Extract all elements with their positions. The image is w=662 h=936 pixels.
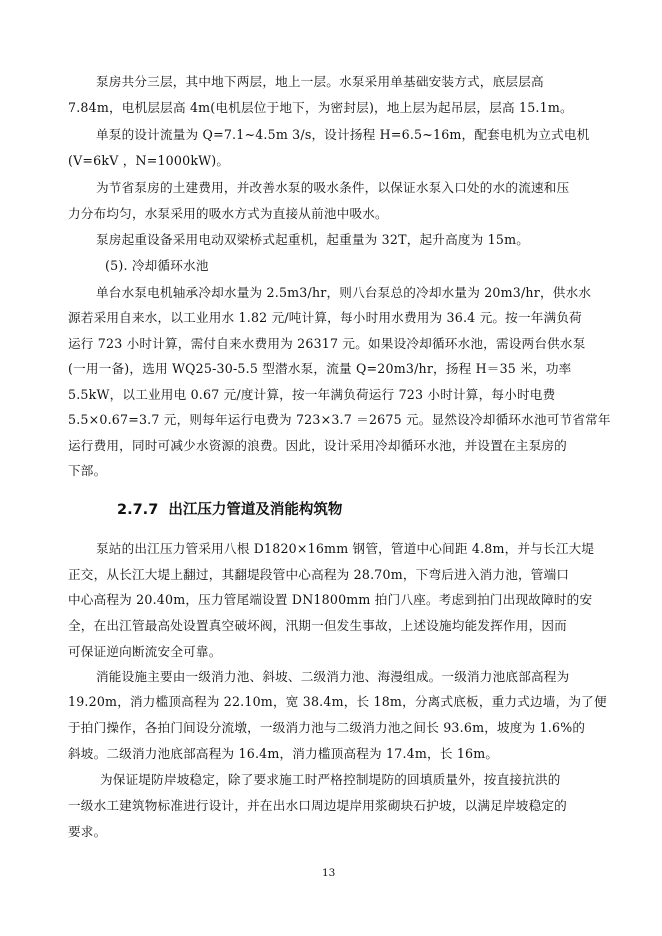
text-line: 运行费用，同时可减少水资源的浪费。因此，设计采用冷却循环水池，并设置在主泵房的	[68, 438, 567, 453]
text-line: 单台水泵电机轴承冷却水量为 2.5m3/hr，则八台泵总的冷却水量为 20m3/hr，供水水	[96, 285, 592, 300]
text-line: 泵房共分三层，其中地下两层，地上一层。水泵采用单基础安装方式，底层层高	[96, 74, 544, 89]
text-line: 斜坡。二级消力池底部高程为 16.4m，消力槛顶高程为 17.4m，长 16m。	[68, 746, 499, 761]
text-line: 泵站的出江压力管采用八根 D1820×16mm 钢管，管道中心间距 4.8m，并与长江大堤	[96, 541, 595, 556]
text-line: 运行 723 小时计算，需付自来水费用为 26317 元。如果设冷却循环水池，需设两台供水泵	[68, 336, 586, 351]
text-line: (一用一备)，选用 WQ25-30-5.5 型潜水泵，流量 Q=20m3/hr，扬程 H＝35 米，功率	[68, 361, 572, 376]
text-line: 中心高程为 20.40m，压力管尾端设置 DN1800mm 拍门八座。考虑到拍门出现故障时的安	[68, 592, 593, 607]
page-number: 13	[322, 867, 336, 879]
text-line: 泵房起重设备采用电动双梁桥式起重机，起重量为 32T，起升高度为 15m。	[96, 232, 530, 247]
text-line: 一级水工建筑物标准进行设计，并在出水口周边堤岸用浆砌块石护坡，以满足岸坡稳定的	[68, 798, 567, 813]
text-line: 源若采用自来水，以工业用水 1.82 元/吨计算，每小时用水费用为 36.4 元。按一年满负荷	[68, 310, 582, 325]
text-line: 可保证逆向断流安全可靠。	[68, 644, 222, 659]
text-line: 全，在出江管最高处设置真空破坏阀，汛期一但发生事故，上述设施均能发挥作用，因而	[68, 618, 567, 633]
text-line: 7.84m，电机层层高 4m(电机层位于地下，为密封层)，地上层为起吊层，层高 15.1m。	[68, 100, 573, 115]
text-line: 于拍门操作，各拍门间设分流墩，一级消力池与二级消力池之间长 93.6m，坡度为 1.6%的	[68, 720, 586, 735]
text-line: 5.5×0.67=3.7 元，则每年运行电费为 723×3.7 ＝2675 元。显然设冷却循环水池可节省常年	[68, 412, 611, 427]
text-line: 单泵的设计流量为 Q=7.1~4.5m 3/s，设计扬程 H=6.5~16m，配套电机为立式电机	[96, 127, 590, 142]
text-line: 5.5kW，以工业用电 0.67 元/度计算，按一年满负荷运行 723 小时计算，每小时电费	[68, 387, 556, 402]
text-line: 为节省泵房的土建费用，并改善水泵的吸水条件，以保证水泵入口处的水的流速和压	[96, 180, 570, 195]
text-line: 消能设施主要由一级消力池、斜坡、二级消力池、海漫组成。一级消力池底部高程为	[96, 669, 570, 684]
text-line: 下部。	[68, 463, 107, 478]
list-item-heading: (5). 冷却循环水池	[105, 258, 209, 273]
text-line: 为保证堤防岸坡稳定，除了要求施工时严格控制堤防的回填质量外，按直接抗洪的	[100, 772, 561, 787]
section-heading: 2.7.7 出江压力管道及消能构筑物	[117, 502, 343, 518]
text-line: 正交，从长江大堤上翻过，其翻堤段管中心高程为 28.70m，下弯后进入消力池，管端口	[68, 567, 570, 582]
text-line: 力分布均匀，水泵采用的吸水方式为直接从前池中吸水。	[68, 206, 388, 221]
text-line: (V=6kV ，N=1000kW)。	[68, 153, 230, 168]
text-line: 要求。	[68, 824, 107, 839]
text-line: 19.20m，消力槛顶高程为 22.10m，宽 38.4m，长 18m，分离式底板，重力式边墙，为了便	[68, 694, 607, 709]
